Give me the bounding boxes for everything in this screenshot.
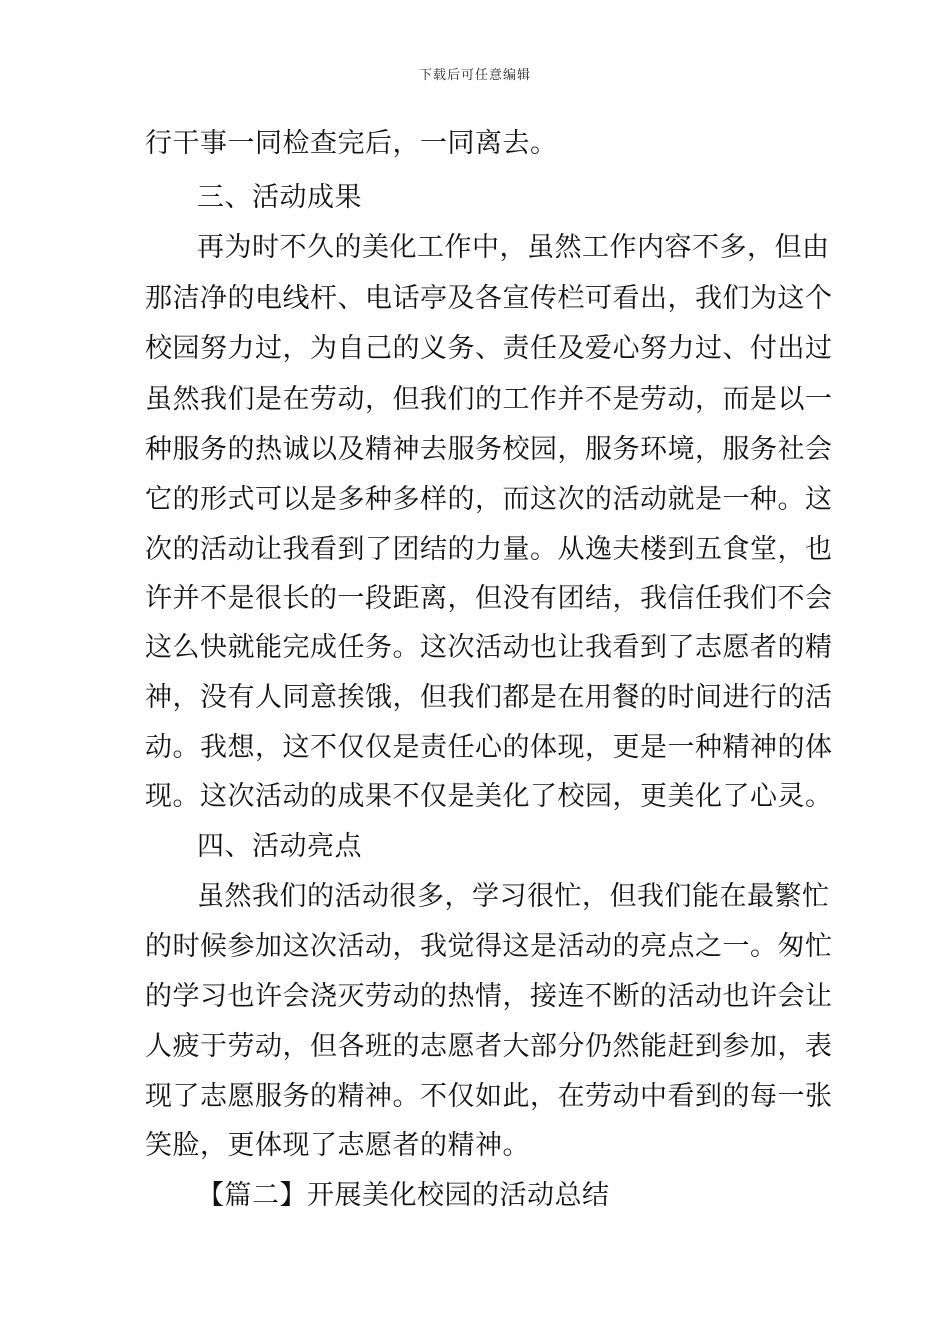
body-line: 虽然我们是在劳动，但我们的工作并不是劳动，而是以一	[145, 384, 833, 415]
body-line: 人疲于劳动，但各班的志愿者大部分仍然能赶到参加，表	[145, 1031, 833, 1062]
body-line: 笑脸，更体现了志愿者的精神。	[145, 1130, 530, 1161]
body-line: 次的活动让我看到了团结的力量。从逸夫楼到五食堂，也	[145, 534, 833, 565]
body-line: 现了志愿服务的精神。不仅如此，在劳动中看到的每一张	[145, 1081, 833, 1112]
body-line: 的学习也许会浇灭劳动的热情，接连不断的活动也许会让	[145, 981, 833, 1012]
body-line: 的时候参加这次活动，我觉得这是活动的亮点之一。匆忙	[145, 931, 833, 962]
body-line: 种服务的热诚以及精神去服务校园，服务环境，服务社会	[145, 434, 833, 465]
body-line: 那洁净的电线杆、电话亭及各宣传栏可看出，我们为这个	[145, 283, 833, 314]
paragraph-first-line: 再为时不久的美化工作中，虽然工作内容不多，但由	[197, 232, 830, 263]
body-line: 神，没有人同意挨饿，但我们都是在用餐的时间进行的活	[145, 682, 833, 713]
article-heading: 【篇二】开展美化校园的活动总结	[197, 1180, 610, 1211]
body-line: 现。这次活动的成果不仅是美化了校园，更美化了心灵。	[145, 781, 833, 812]
section-heading: 四、活动亮点	[197, 831, 362, 862]
body-line: 许并不是很长的一段距离，但没有团结，我信任我们不会	[145, 583, 833, 614]
body-line: 行干事一同检查完后，一同离去。	[145, 128, 558, 159]
body-line: 它的形式可以是多种多样的，而这次的活动就是一种。这	[145, 484, 833, 515]
section-heading: 三、活动成果	[197, 182, 362, 213]
body-line: 动。我想，这不仅仅是责任心的体现，更是一种精神的体	[145, 732, 833, 763]
body-line: 这么快就能完成任务。这次活动也让我看到了志愿者的精	[145, 632, 833, 663]
body-line: 校园努力过，为自己的义务、责任及爱心努力过、付出过	[145, 333, 833, 364]
page-header: 下载后可任意编辑	[418, 68, 531, 83]
paragraph-first-line: 虽然我们的活动很多，学习很忙，但我们能在最繁忙	[197, 881, 830, 912]
